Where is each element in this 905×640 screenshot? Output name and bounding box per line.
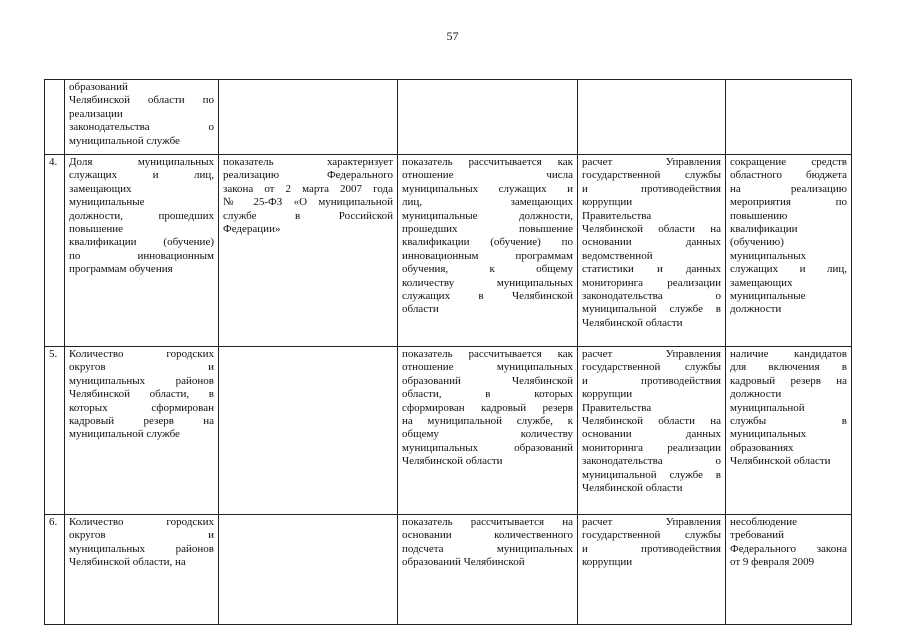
text-line: муниципальной службе в — [582, 303, 721, 316]
text-line: количеству муниципальных — [402, 276, 573, 289]
text-line: сокращение средств — [730, 156, 847, 168]
text-line: коррупции — [582, 196, 633, 209]
text-line: муниципальных — [730, 428, 807, 441]
text-line: которых сформирован — [69, 401, 214, 414]
text-line: должности, прошедших — [69, 209, 214, 222]
row-number-cell: 5. — [45, 347, 65, 515]
text-line: муниципальной службе в — [582, 468, 721, 481]
text-line: образований Челябинской — [402, 556, 525, 569]
text-line: службе в Российской — [223, 209, 393, 222]
text-line: государственной службы — [582, 169, 721, 182]
method-cell — [398, 155, 578, 347]
table-row — [45, 515, 852, 625]
text-line: замещающих — [69, 182, 132, 195]
text-line: повышению — [730, 209, 788, 222]
text-line: образований Челябинской — [402, 374, 573, 387]
text-line: государственной службы — [582, 529, 721, 542]
indicators-table — [44, 79, 852, 625]
text-line: отношение числа — [402, 169, 573, 182]
text-line: коррупции — [582, 388, 633, 401]
text-line: мониторинга реализации — [582, 276, 721, 289]
text-line: округов и — [69, 361, 214, 374]
text-line: основании данных — [582, 236, 721, 249]
text-line: прошедших повышение — [402, 223, 573, 236]
text-line: Доля муниципальных — [69, 156, 214, 168]
text-line: муниципальные — [730, 290, 806, 303]
text-line: Челябинской области — [730, 455, 831, 468]
text-line: закона от 2 марта 2007 года — [223, 182, 393, 195]
text-line: на реализацию — [730, 182, 847, 195]
table-row — [45, 347, 852, 515]
rationale-cell — [219, 80, 398, 155]
text-line: должности — [730, 303, 782, 316]
text-line: муниципальных образований — [402, 441, 573, 454]
text-line: муниципальной — [730, 401, 805, 414]
text-line: должности — [730, 388, 782, 401]
indicator-name-cell — [65, 347, 219, 515]
row-number-cell: 4. — [45, 155, 65, 347]
text-line: областного бюджета — [730, 169, 847, 182]
text-line: расчет Управления — [582, 156, 721, 168]
text-line: основании данных — [582, 428, 721, 441]
text-line: Правительства — [582, 209, 652, 222]
rationale-cell — [219, 155, 398, 347]
text-line: от 9 февраля 2009 — [730, 556, 815, 569]
text-line: Челябинской области на — [582, 415, 721, 428]
text-line: служащих в Челябинской — [402, 290, 573, 303]
text-line: области, в которых — [402, 388, 573, 401]
text-line: муниципальных районов — [69, 374, 214, 387]
indicator-name-cell — [65, 80, 219, 155]
text-line: замещающих — [730, 276, 793, 289]
text-line: реализацию Федерального — [223, 169, 393, 182]
text-line: образованиях — [730, 441, 794, 454]
risk-cell — [726, 155, 852, 347]
text-line: образований — [69, 81, 128, 93]
text-line: реализации — [69, 107, 123, 120]
text-line: законодательства о — [69, 121, 214, 134]
text-line: расчет Управления — [582, 516, 721, 528]
row-number-cell: 6. — [45, 515, 65, 625]
risk-cell — [726, 347, 852, 515]
text-line: на муниципальной службе, к — [402, 415, 573, 428]
text-line: муниципальных служащих и — [402, 182, 573, 195]
text-line: программам обучения — [69, 263, 173, 276]
text-line: муниципальных районов — [69, 542, 214, 555]
text-line: Челябинской области на — [582, 223, 721, 236]
text-line: Количество городских — [69, 516, 214, 528]
text-line: повышение — [69, 223, 123, 236]
text-line: Челябинской области — [582, 482, 683, 495]
text-line: кадровый резерв на — [730, 374, 847, 387]
indicator-name-cell — [65, 155, 219, 347]
text-line: сформирован кадровый резерв — [402, 401, 573, 414]
text-line: служащих и лиц, — [730, 263, 847, 276]
text-line: Челябинской области по — [69, 94, 214, 107]
text-line: законодательства о — [582, 290, 721, 303]
method-cell — [398, 347, 578, 515]
text-line: подсчета муниципальных — [402, 542, 573, 555]
text-line: округов и — [69, 529, 214, 542]
source-cell — [578, 80, 726, 155]
text-line: показатель рассчитывается как — [402, 348, 573, 360]
text-line: расчет Управления — [582, 348, 721, 360]
text-line: лиц, замещающих — [402, 196, 573, 209]
text-line: несоблюдение — [730, 516, 798, 528]
text-line: муниципальной службе — [69, 134, 180, 147]
rationale-cell — [219, 515, 398, 625]
text-line: показатель рассчитывается как — [402, 156, 573, 168]
source-cell — [578, 515, 726, 625]
indicator-name-cell — [65, 515, 219, 625]
method-cell — [398, 80, 578, 155]
text-line: коррупции — [582, 556, 633, 569]
table-row — [45, 80, 852, 155]
text-line: муниципальные — [69, 196, 145, 209]
text-line: Федерального закона — [730, 542, 847, 555]
text-line: Челябинской области, на — [69, 556, 186, 569]
page-number: 57 — [446, 29, 459, 43]
risk-cell — [726, 515, 852, 625]
text-line: Правительства — [582, 401, 652, 414]
text-line: и противодействия — [582, 542, 721, 555]
text-line: государственной службы — [582, 361, 721, 374]
text-line: статистики и данных — [582, 263, 721, 276]
text-line: по инновационным — [69, 249, 214, 262]
text-line: и противодействия — [582, 182, 721, 195]
text-line: муниципальные должности, — [402, 209, 573, 222]
text-line: основании количественного — [402, 529, 573, 542]
text-line: муниципальной службе — [69, 428, 180, 441]
text-line: квалификации (обучение) по — [402, 236, 573, 249]
text-line: показатель рассчитывается на — [402, 516, 573, 528]
text-line: общему количеству — [402, 428, 573, 441]
text-line: Количество городских — [69, 348, 214, 360]
row-number-cell — [45, 80, 65, 155]
text-line: служащих и лиц, — [69, 169, 214, 182]
text-line: требований — [730, 529, 785, 542]
text-line: Челябинской области — [402, 455, 503, 468]
text-line: Челябинской области — [582, 316, 683, 329]
text-line: инновационным программам — [402, 249, 573, 262]
rationale-cell — [219, 347, 398, 515]
table-row — [45, 155, 852, 347]
text-line: наличие кандидатов — [730, 348, 847, 360]
source-cell — [578, 347, 726, 515]
text-line: мероприятия по — [730, 196, 847, 209]
text-line: мониторинга реализации — [582, 441, 721, 454]
text-line: муниципальных — [730, 249, 807, 262]
risk-cell — [726, 80, 852, 155]
text-line: Федерации» — [223, 223, 281, 236]
text-line: отношение муниципальных — [402, 361, 573, 374]
text-line: квалификации — [730, 223, 798, 236]
method-cell — [398, 515, 578, 625]
text-line: и противодействия — [582, 374, 721, 387]
text-line: (обучению) — [730, 236, 784, 249]
text-line: ведомственной — [582, 249, 653, 262]
text-line: кадровый резерв на — [69, 415, 214, 428]
text-line: Челябинской области, в — [69, 388, 214, 401]
source-cell — [578, 155, 726, 347]
text-line: для включения в — [730, 361, 847, 374]
text-line: № 25-ФЗ «О муниципальной — [223, 196, 393, 209]
text-line: квалификации (обучение) — [69, 236, 214, 249]
text-line: службы в — [730, 415, 847, 428]
text-line: обучения, к общему — [402, 263, 573, 276]
text-line: показатель характеризует — [223, 156, 393, 168]
text-line: законодательства о — [582, 455, 721, 468]
text-line: области — [402, 303, 439, 316]
